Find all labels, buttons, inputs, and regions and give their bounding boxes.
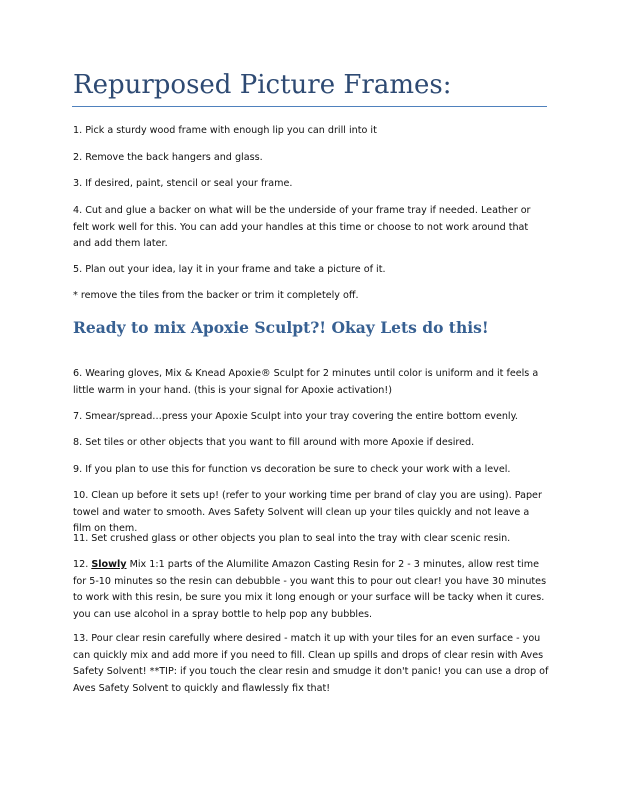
- title-underline: [72, 106, 547, 107]
- step-2: 2. Remove the back hangers and glass.: [73, 152, 263, 163]
- step-4: 4. Cut and glue a backer on what will be the underside of your frame tray if needed. Leather or felt work well for this. You can add your handles at this time or choose to not work around that and add them later.: [73, 205, 531, 249]
- step-13: 13. Pour clear resin carefully where desired - match it up with your tiles for an even surface - you can quickly mix and add more if you need to fill. Clean up spills and drops of clear resin with Aves Safety Solvent! **TIP: if you touch the clear resin and smudge it don't panic! you can use a drop of Aves Safety Solvent to quickly and flawlessly fix that!: [73, 633, 549, 694]
- step-7: 7. Smear/spread…press your Apoxie Sculpt into your tray covering the entire bottom evenly.: [73, 411, 518, 422]
- step-1: 1. Pick a sturdy wood frame with enough lip you can drill into it: [73, 125, 377, 136]
- page-title: Repurposed Picture Frames:: [73, 70, 452, 100]
- step-11: 11. Set crushed glass or other objects you plan to seal into the tray with clear scenic resin.: [73, 533, 511, 544]
- step-12-text: Mix 1:1 parts of the Alumilite Amazon Casting Resin for 2 - 3 minutes, allow rest time for 5-10 minutes so the resin can debubble - you want this to pour out clear! you have 30 minutes to work with this resin, be sure you mix it long enough or your surface will be tacky when it cures. you can use alcohol in a spray bottle to help pop any bubbles.: [73, 559, 547, 620]
- section-heading: Ready to mix Apoxie Sculpt?! Okay Lets do this!: [73, 318, 489, 337]
- step-6: 6. Wearing gloves, Mix & Knead Apoxie® Sculpt for 2 minutes until color is uniform and it feels a little warm in your hand. (this is your signal for Apoxie activation!): [73, 368, 539, 396]
- step-12-number: 12.: [73, 559, 92, 570]
- step-10: 10. Clean up before it sets up! (refer to your working time per brand of clay you are using). Paper towel and water to smooth. Aves Safety Solvent will clean up your tiles quickly and not leave a film on them.: [73, 490, 542, 534]
- step-12-emphasis: Slowly: [91, 559, 127, 570]
- step-5: 5. Plan out your idea, lay it in your frame and take a picture of it.: [73, 264, 386, 275]
- step-9: 9. If you plan to use this for function vs decoration be sure to check your work with a level.: [73, 464, 511, 475]
- step-8: 8. Set tiles or other objects that you want to fill around with more Apoxie if desired.: [73, 437, 475, 448]
- step-3: 3. If desired, paint, stencil or seal your frame.: [73, 178, 293, 189]
- step-12: [73, 557, 549, 623]
- tile-note: * remove the tiles from the backer or trim it completely off.: [73, 290, 359, 301]
